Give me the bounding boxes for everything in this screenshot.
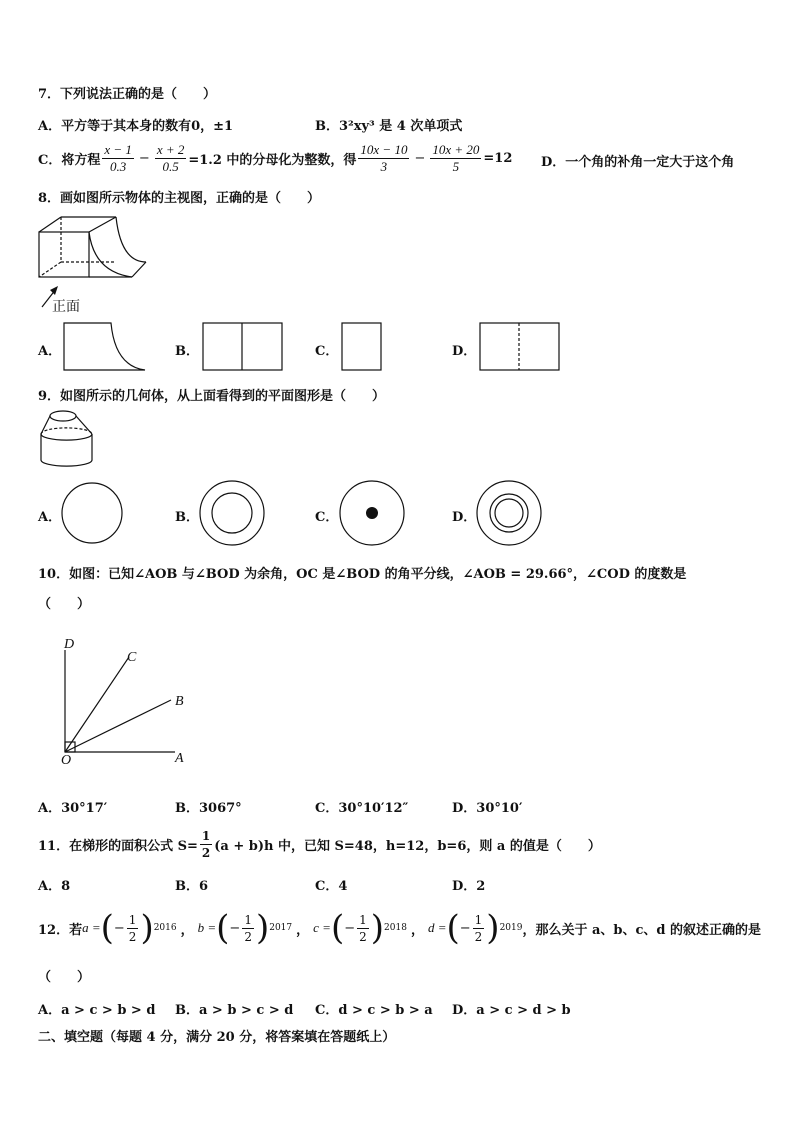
q8-option-c-label: C． xyxy=(315,344,339,359)
label-point-a: A xyxy=(175,751,184,766)
fraction: $\frac{x + 2}{0.5}$ xyxy=(156,141,185,174)
q12-answer-paren: （ ） xyxy=(38,970,91,985)
q11-option-d: D．2 xyxy=(452,879,486,894)
q12-option-a: A．a > c > b > d xyxy=(38,1003,156,1018)
q10-option-d: D．30°10′ xyxy=(452,801,523,816)
q10-option-c: C．30°10′12″ xyxy=(315,801,409,816)
q12-stem: 12．若 a = ( − $\frac{1}{2}$ ) 2016 ， b = ( − $\frac{1}{2}$ ) 2017 ， c = ( − $\frac{1}{2}$ ) 2018 ， d = ( − $\frac{1}{2}$ ) 2019 ，那么关于 a、b、c、d 的叙述正确的是 xyxy=(38,908,762,948)
q8-stem: 8．画如图所示物体的主视图，正确的是（ ） xyxy=(38,191,321,206)
q10-option-a: A．30°17′ xyxy=(38,801,108,816)
geometric-solid-figure xyxy=(36,407,100,473)
q12-option-b: B．a > b > c > d xyxy=(175,1003,294,1018)
front-label: 正面 xyxy=(52,299,80,315)
q11-option-c: C．4 xyxy=(315,879,348,894)
q9-option-a-label: A． xyxy=(38,510,62,525)
q8-option-c-figure xyxy=(341,322,383,372)
q11-option-b: B．6 xyxy=(175,879,209,894)
q12-option-d: D．a > c > d > b xyxy=(452,1003,571,1018)
q12-stem-suffix: ，那么关于 a、b、c、d 的叙述正确的是 xyxy=(522,922,762,938)
q10-answer-paren: （ ） xyxy=(38,597,91,612)
q9-option-a-figure xyxy=(61,482,125,546)
q8-option-b-figure xyxy=(202,322,284,372)
q7-option-c: C．将方程 $\frac{x - 1}{0.3}$ − $\frac{x + 2}{0.5}$ =1.2 中的分母化为整数，得 $\frac{10x - 10}{3}$ − $\frac{10x + 20}{5}$ =12 xyxy=(38,141,513,174)
section-heading: 二、填空题（每题 4 分，满分 20 分，将答案填在答题纸上） xyxy=(38,1030,396,1045)
q8-option-d-figure xyxy=(479,322,561,372)
q10-stem: 10．如图：已知∠AOB 与∠BOD 为余角，OC 是∠BOD 的角平分线，∠AOB = 29.66°，∠COD 的度数是 xyxy=(38,567,687,582)
fraction: $\frac{10x + 20}{5}$ xyxy=(432,141,480,174)
q9-option-c-label: C． xyxy=(315,510,339,525)
q8-option-b-label: B． xyxy=(175,344,199,359)
q7-option-b: B．3²xy³ 是 4 次单项式 xyxy=(315,119,463,134)
angle-figure xyxy=(55,635,195,775)
q9-stem: 9．如图所示的几何体，从上面看得到的平面图形是（ ） xyxy=(38,389,386,404)
label-point-d: D xyxy=(64,637,75,652)
q9-option-d-figure xyxy=(476,480,544,548)
q7-option-c-middle: =1.2 中的分母化为整数，得 xyxy=(188,152,357,168)
fraction: $\frac{1}{2}$ xyxy=(201,828,211,860)
q7-option-a: A．平方等于其本身的数有0，±1 xyxy=(38,119,234,134)
q8-option-a-figure xyxy=(63,322,147,372)
q7-option-d: D．一个角的补角一定大于这个角 xyxy=(541,155,735,170)
q9-option-b-figure xyxy=(199,480,267,548)
label-point-o: O xyxy=(61,753,72,768)
q11-stem xyxy=(38,826,601,862)
q12-stem-prefix: 12．若 xyxy=(38,922,83,938)
q9-option-d-label: D． xyxy=(452,510,477,525)
q9-option-b-label: B． xyxy=(175,510,199,525)
q9-option-c-figure xyxy=(339,480,407,548)
fraction: $\frac{10x - 10}{3}$ xyxy=(360,141,408,174)
label-point-c: C xyxy=(127,650,137,665)
q12-option-c: C．d > c > b > a xyxy=(315,1003,433,1018)
q7-option-c-end: =12 xyxy=(483,150,513,166)
label-point-b: B xyxy=(175,694,184,709)
q11-stem-prefix: 11．在梯形的面积公式 S= xyxy=(38,838,198,854)
q8-option-d-label: D． xyxy=(452,344,477,359)
q10-option-b: B．3067° xyxy=(175,801,242,816)
fraction: $\frac{x - 1}{0.3}$ xyxy=(104,141,132,174)
q7-stem: 7．下列说法正确的是（ ） xyxy=(38,87,217,102)
q7-option-c-prefix: C．将方程 xyxy=(38,152,101,168)
q11-stem-suffix: (a + b)h 中，已知 S=48，h=12，b=6，则 a 的值是（ ） xyxy=(214,838,601,854)
q11-option-a: A．8 xyxy=(38,879,71,894)
q8-option-a-label: A． xyxy=(38,344,62,359)
